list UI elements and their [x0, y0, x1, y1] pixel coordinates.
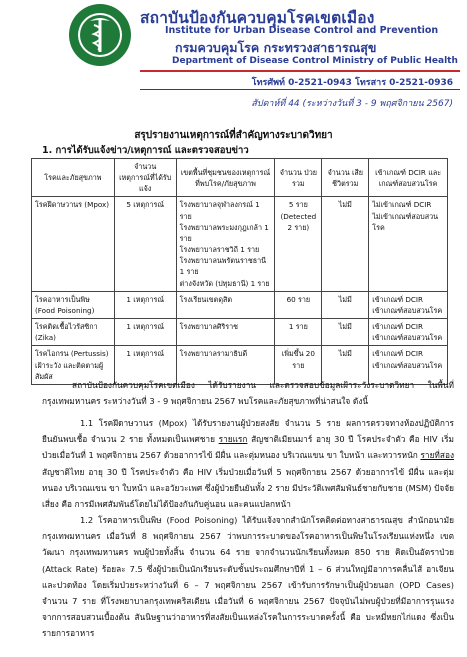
area-line: โรงพยาบาลรามาธิบดี	[179, 349, 248, 359]
area-line: โรงพยาบาลศิริราช	[179, 322, 239, 332]
col-header-area: เขตพื้นที่ชุมชนของเหตุการณ์ ที่พบโรค/ภัยสุขภาพ	[176, 159, 275, 197]
criteria-line: เข้าเกณฑ์ DCIR	[372, 349, 424, 359]
p11-text-a: 1.1 โรคฝีดาษวานร (Mpox) ได้รับรายงานผู้ป่วยสงสัย จำนวน 5 ราย ผลการตรวจทางห้องปฏิบัติการยืนยันพบเชื้อ จำนวน 2 ราย ทั้งหมดเป็นเพศชาย	[42, 418, 454, 445]
cell-criteria	[369, 291, 448, 318]
p11-second-case-label: รายที่สอง	[420, 450, 454, 461]
area-line: โรงพยาบาลนพรัตนราชธานี 1 ราย	[179, 256, 267, 277]
events-table	[31, 158, 448, 385]
criteria-line: ไม่เข้าเกณฑ์สอบสวนโรค	[372, 211, 439, 232]
area-line: โรงพยาบาลจุฬาลงกรณ์ 1 ราย	[179, 200, 260, 221]
cell-area	[176, 291, 275, 318]
col-header-cases: จำนวน ป่วยรวม	[275, 159, 322, 197]
header-divider-blue	[140, 89, 460, 90]
criteria-line: ไม่เข้าเกณฑ์ DCIR	[372, 200, 432, 210]
table-row	[32, 319, 448, 346]
cell-events: 1 เหตุการณ์	[114, 291, 176, 318]
cell-cases: 1 ราย	[275, 319, 322, 346]
cell-disease: โรคอาหารเป็นพิษ (Food Poisoning)	[32, 291, 115, 318]
cell-disease: โรคไอกรน (Pertussis) เฝ้าระวัง และติดตามผู้สัมผัส	[32, 346, 115, 384]
cell-disease: โรคติดเชื้อไวรัสซิกา (Zika)	[32, 319, 115, 346]
section-1-title: 1. การได้รับแจ้งข่าว/เหตุการณ์ และตรวจสอบข่าว	[42, 145, 249, 156]
p11-text-c: สัญชาติไทย อายุ 30 ปี โรคประจำตัว คือ HIV เริ่มป่วยเมื่อวันที่ 5 พฤศจิกายน 2567 ด้วยอาการไข้ มีผื่น และตุ่มหนอง บริเวณแขน ขา ใบหน้า และอวัยวะเพศ ซึ่งผู้ป่วยยืนยันทั้ง 2 ราย มีประวัติเพศสัมพันธ์ชายกับชาย (MSM) ปัจจัยเสี่ยง คือ การมีเพศสัมพันธ์โดยไม่ได้ป้องกันกับคู่นอน และคนแปลกหน้า	[42, 466, 454, 509]
cell-criteria	[369, 197, 448, 291]
department-title-th: กรมควบคุมโรค กระทรวงสาธารณสุข	[175, 40, 377, 55]
criteria-line: เข้าเกณฑ์สอบสวนโรค	[372, 305, 443, 315]
p11-first-case-label: รายแรก	[218, 434, 248, 445]
col-header-disease: โรคและภัยสุขภาพ	[32, 159, 115, 197]
area-line: ต่างจังหวัด (ปทุมธานี) 1 ราย	[179, 278, 270, 288]
table-row	[32, 291, 448, 318]
area-line: โรงเรียนเขตดุสิต	[179, 294, 233, 304]
cell-cases: 5 ราย (Detected 2 ราย)	[275, 197, 322, 291]
criteria-line: เข้าเกณฑ์สอบสวนโรค	[372, 360, 443, 370]
table-row	[32, 197, 448, 291]
ministry-seal-logo	[68, 3, 132, 67]
institute-title-th: สถาบันป้องกันควบคุมโรคเขตเมือง	[140, 9, 375, 27]
cell-area	[176, 197, 275, 291]
institute-title-en: Institute for Urban Disease Control and Prevention	[165, 25, 439, 36]
header-divider-red	[140, 70, 460, 72]
contact-phone-fax: โทรศัพท์ 0-2521-0943 โทรสาร 0-2521-0936	[251, 78, 453, 88]
summary-title: สรุปรายงานเหตุการณ์ที่สำคัญทางระบาดวิทยา	[134, 130, 333, 141]
criteria-line: เข้าเกณฑ์สอบสวนโรค	[372, 333, 443, 343]
cell-cases: 60 ราย	[275, 291, 322, 318]
cell-deaths: ไม่มี	[322, 197, 369, 291]
cell-deaths: ไม่มี	[322, 346, 369, 384]
department-title-en: Department of Disease Control Ministry of Public Health	[172, 56, 458, 66]
area-line: โรงพยาบาลราชวิถี 1 ราย	[179, 245, 260, 255]
cell-area	[176, 319, 275, 346]
cell-events: 1 เหตุการณ์	[114, 346, 176, 384]
cell-deaths: ไม่มี	[322, 291, 369, 318]
p11-text-b: สัญชาติเมียนมาร์ อายุ 30 ปี โรคประจำตัว คือ HIV เริ่มป่วยเมื่อวันที่ 1 พฤศจิกายน 2567 ด้วยอาการไข้ มีผื่น และตุ่มหนอง บริเวณแขน ขา ใบหน้า และทวารหนัก	[42, 434, 455, 461]
col-header-events: จำนวน เหตุการณ์ที่ได้รับแจ้ง	[114, 159, 176, 197]
col-header-deaths: จำนวน เสียชีวิตรวม	[322, 159, 369, 197]
paragraph-1-2: 1.2 โรคอาหารเป็นพิษ (Food Poisoning) ได้รับแจ้งจากสำนักโรคติดต่อทางสาธารณสุข สำนักอนามัย กรุงเทพมหานคร เมื่อวันที่ 8 พฤศจิกายน 2567 ว่าพบการระบาดของโรคอาหารเป็นพิษในโรงเรียนแห่งหนึ่ง เขตวัฒนา กรุงเทพมหานคร พบผู้ป่วยทั้งสิ้น จำนวน 64 ราย จากจำนวนนักเรียนทั้งหมด 850 ราย คิดเป็นอัตราป่วย (Attack Rate) ร้อยละ 7.5 ซึ่งผู้ป่วยเป็นนักเรียนระดับชั้นประถมศึกษาปีที่ 1 – 6 ส่วนใหญ่มีอาการคลื่นไส้ อาเจียน และปวดท้อง โดยเริ่มป่วยระหว่างวันที่ 6 – 7 พฤศจิกายน 2567 เข้ารับการรักษาเป็นผู้ป่วยนอก (OPD Cases) จำนวน 7 ราย ที่โรงพยาบาลกรุงเทพคริสเตียน เมื่อวันที่ 6 พฤศจิกายน 2567 ปัจจุบันไม่พบผู้ป่วยที่มีอาการรุนแรง จากการสอบสวนเบื้องต้น สันนิษฐานว่าอาหารที่สงสัยเป็นแหล่งโรคในการระบาดครั้งนี้ คือ บะหมี่หยกไก่แดง ซึ่งเป็นรายการอาหาร	[42, 515, 454, 639]
cell-events: 1 เหตุการณ์	[114, 319, 176, 346]
cell-cases: เพิ่มขึ้น 20 ราย	[275, 346, 322, 384]
paragraph-1-1	[42, 415, 454, 512]
col-header-criteria: เข้าเกณฑ์ DCIR และ เกณฑ์สอบสวนโรค	[369, 159, 448, 197]
cell-disease: โรคฝีดาษวานร (Mpox)	[32, 197, 115, 291]
cell-criteria	[369, 319, 448, 346]
letterhead	[0, 0, 467, 118]
cell-events: 5 เหตุการณ์	[114, 197, 176, 291]
report-week: สัปดาห์ที่ 44 (ระหว่างวันที่ 3 - 9 พฤศจิกายน 2567)	[251, 99, 453, 109]
criteria-line: เข้าเกณฑ์ DCIR	[372, 294, 424, 304]
cell-deaths: ไม่มี	[322, 319, 369, 346]
intro-paragraph: สถาบันป้องกันควบคุมโรคเขตเมือง ได้รับรายงาน และตรวจสอบข้อมูลเฝ้าระวังระบาดวิทยา ในพื้นที่กรุงเทพมหานคร ระหว่างวันที่ 3 - 9 พฤศจิกายน 2567 พบโรคและภัยสุขภาพที่น่าสนใจ ดังนี้	[42, 380, 454, 407]
area-line: โรงพยาบาลพระมงกุฎเกล้า 1 ราย	[179, 222, 269, 243]
criteria-line: เข้าเกณฑ์ DCIR	[372, 322, 424, 332]
table-header-row	[32, 159, 448, 197]
